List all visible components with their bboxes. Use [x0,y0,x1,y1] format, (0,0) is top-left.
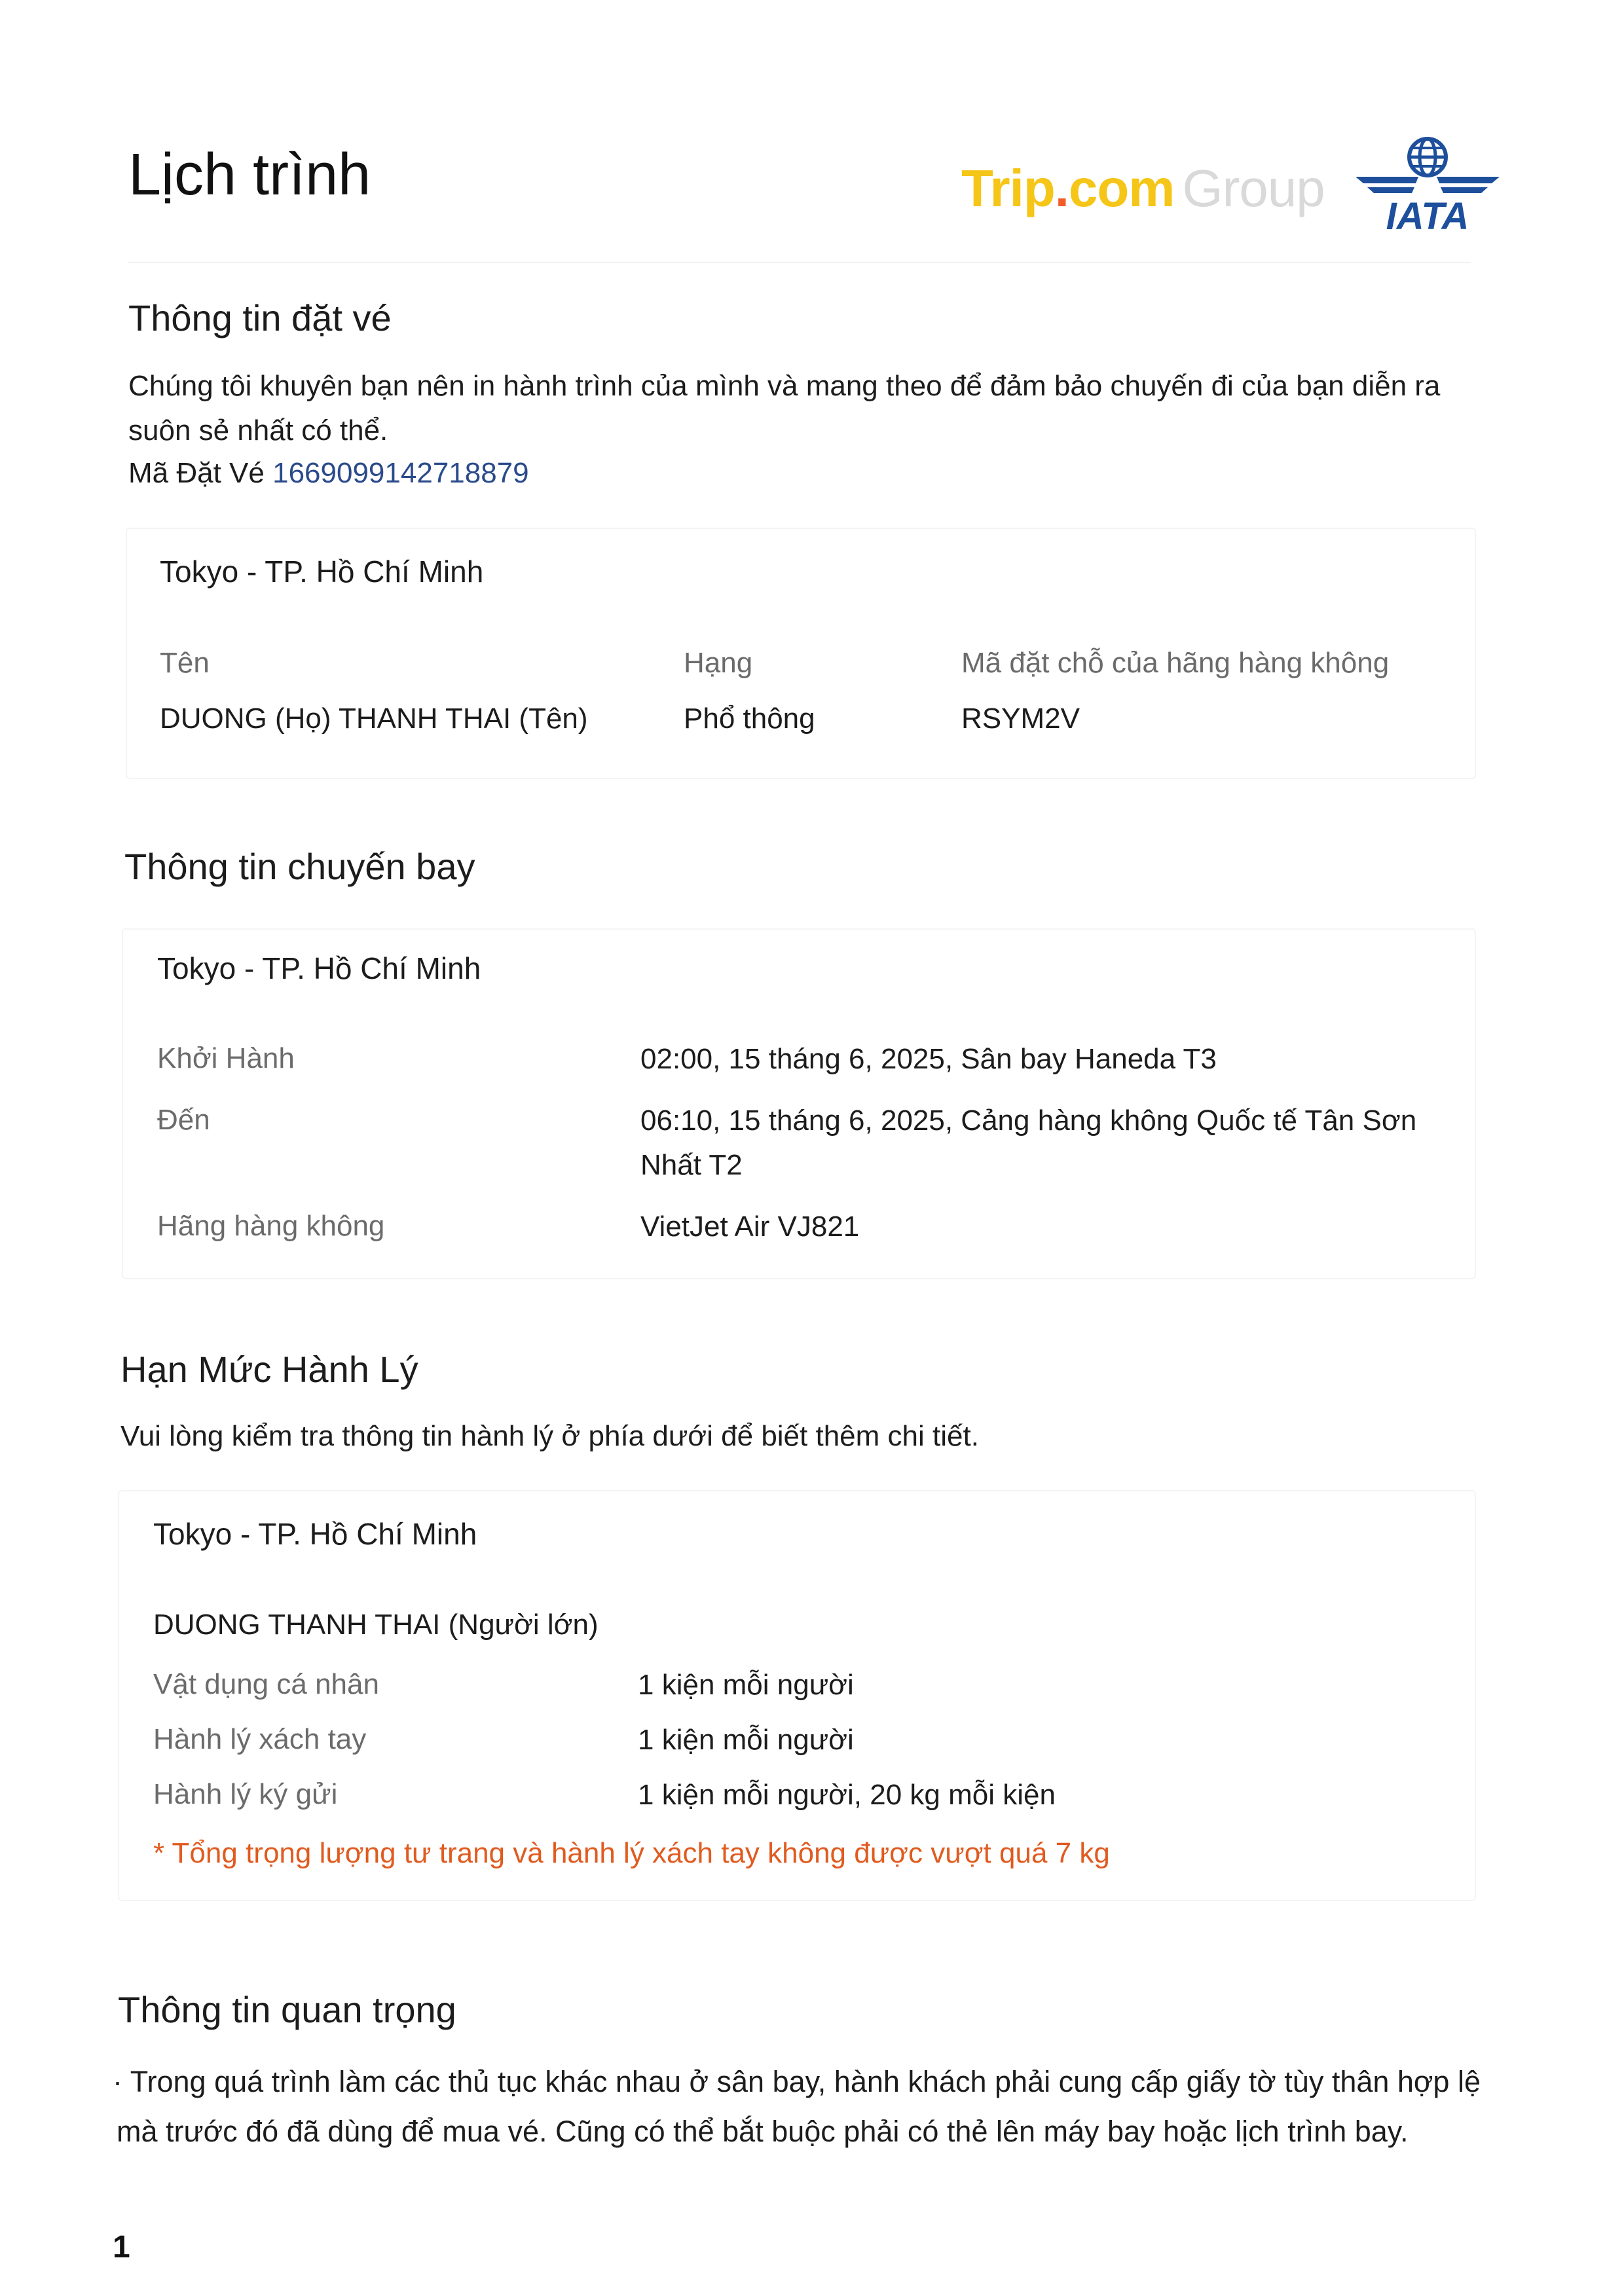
logo-com-text: com [1068,159,1175,217]
important-info-heading: Thông tin quan trọng [118,1989,456,2030]
departure-value: 02:00, 15 tháng 6, 2025, Sân bay Haneda T3 [640,1043,1217,1075]
carry-on-value: 1 kiện mỗi người [638,1724,854,1756]
airline-value: VietJet Air VJ821 [640,1211,860,1243]
checked-baggage-value: 1 kiện mỗi người, 20 kg mỗi kiện [638,1779,1056,1811]
important-text-1: Trong quá trình làm các thủ tục khác nhau ở sân bay, hành khách phải cung cấp giấy tờ tùy thân hợp lệ [130,2065,1481,2098]
logo-dot-text: . [1054,159,1069,217]
page-title: Lịch trình [128,142,371,208]
trip-com-group-logo [961,159,1325,217]
arrival-label: Đến [157,1104,210,1136]
baggage-intro: Vui lòng kiểm tra thông tin hành lý ở phía dưới để biết thêm chi tiết. [120,1420,979,1452]
departure-label: Khởi Hành [157,1042,295,1074]
baggage-passenger: DUONG THANH THAI (Người lớn) [153,1609,599,1641]
class-label: Hạng [684,647,753,679]
logo-group-text: Group [1182,159,1325,217]
svg-text:IATA: IATA [1386,195,1469,234]
flight-info-heading: Thông tin chuyến bay [124,846,475,887]
important-info-line1 [113,2060,1481,2104]
arrival-value-line2: Nhất T2 [640,1149,743,1181]
baggage-heading: Hạn Mức Hành Lý [120,1349,418,1390]
weight-limit-note: * Tổng trọng lượng tư trang và hành lý xách tay không được vượt quá 7 kg [153,1837,1110,1869]
important-info-line2: mà trước đó đã dùng để mua vé. Cũng có thể bắt buộc phải có thẻ lên máy bay hoặc lịch trình bay. [117,2115,1409,2148]
booking-id-value[interactable]: 1669099142718879 [272,457,529,489]
flight-card-route: Tokyo - TP. Hồ Chí Minh [157,951,481,985]
page-number: 1 [113,2230,130,2265]
iata-logo-icon [1356,136,1500,234]
arrival-value-line1: 06:10, 15 tháng 6, 2025, Cảng hàng không Quốc tế Tân Sơn [640,1104,1417,1137]
passenger-name: DUONG (Họ) THANH THAI (Tên) [160,702,588,735]
name-label: Tên [160,647,210,679]
personal-item-label: Vật dụng cá nhân [153,1668,379,1700]
bullet: · [113,2065,122,2098]
booking-card-route: Tokyo - TP. Hồ Chí Minh [160,555,484,589]
header-divider [128,262,1471,263]
airline-pnr-label: Mã đặt chỗ của hãng hàng không [961,647,1390,679]
booking-info-intro: Chúng tôi khuyên bạn nên in hành trình của mình và mang theo để đảm bảo chuyến đi của bạn diễn ra suôn sẻ nhất có thể. [128,370,1441,446]
carry-on-label: Hành lý xách tay [153,1723,367,1755]
checked-baggage-label: Hành lý ký gửi [153,1778,338,1810]
booking-id-label: Mã Đặt Vé [128,457,265,489]
baggage-card-route: Tokyo - TP. Hồ Chí Minh [153,1517,477,1551]
booking-info-heading: Thông tin đặt vé [128,297,392,338]
logo-trip-text: Trip [961,159,1055,217]
cabin-class: Phổ thông [684,702,815,735]
airline-label: Hãng hàng không [157,1210,385,1242]
personal-item-value: 1 kiện mỗi người [638,1669,854,1701]
booking-id-row [128,457,529,490]
airline-pnr: RSYM2V [961,702,1080,735]
